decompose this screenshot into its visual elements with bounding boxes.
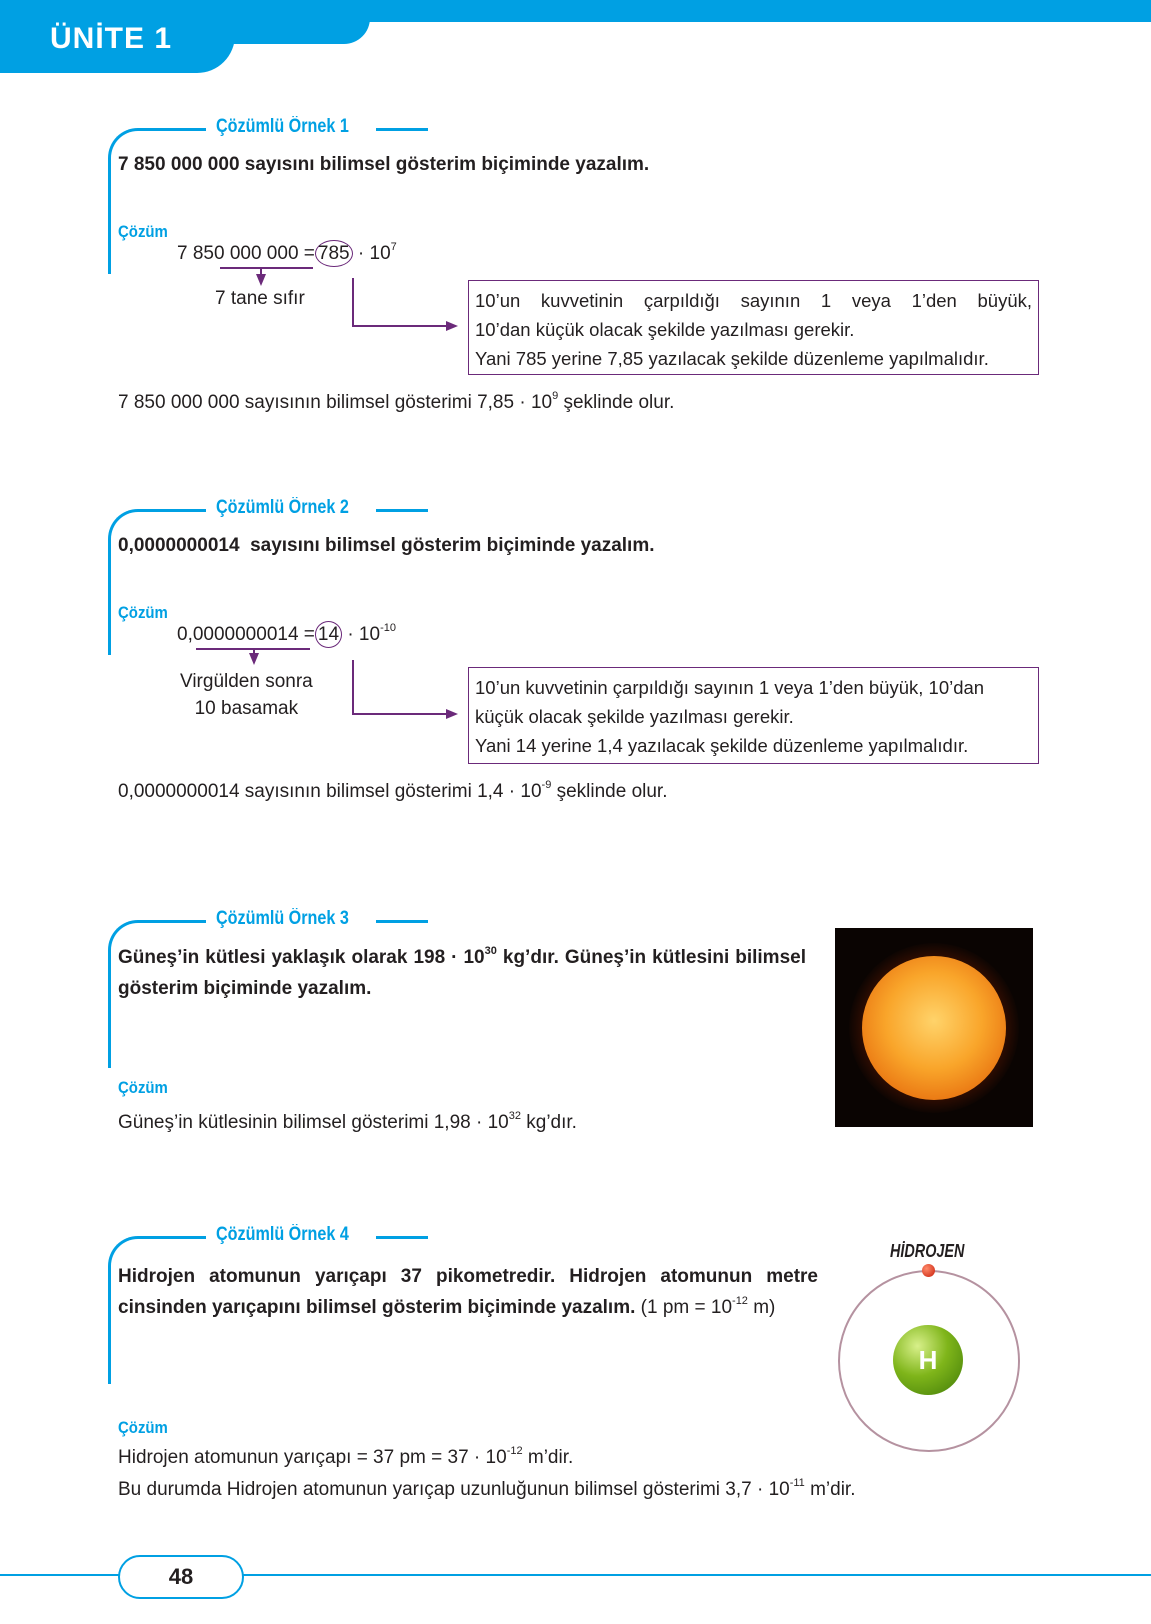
result: Güneş’in kütlesinin bilimsel gösterimi $1,98 \cdot 10^{32}$ kg’dır. [118, 1110, 577, 1133]
explanation-box: 10’un kuvvetinin çarpıldığı sayının 1 veya 1’den büyük, 10’dan küçük olacak şekilde yazılması gerekir. Yani 785 yerine 7,85 yazılacak şekilde düzenleme yapılmalıdır. [468, 280, 1039, 375]
solution-label: Çözüm [118, 1078, 168, 1097]
title-line [376, 920, 428, 923]
underline-bracket [220, 267, 313, 269]
question: Güneş’in kütlesi yaklaşık olarak $198 \cdot 10^{30}$ kg’dır. Güneş’in kütlesini bilimsel gösterim biçiminde yazalım. [118, 945, 806, 999]
example-title: Çözümlü Örnek 3 [216, 908, 349, 929]
arrow-down-icon [256, 274, 266, 286]
solution-line: Bu durumda Hidrojen atomunun yarıçap uzunluğunun bilimsel gösterimi $3,7 \cdot 10^{-11}$ m’dir. [118, 1477, 856, 1500]
connector [352, 278, 354, 326]
example-title: Çözümlü Örnek 4 [216, 1224, 349, 1245]
connector [352, 660, 354, 714]
result: 7 850 000 000 sayısının bilimsel gösterimi $7,85 \cdot 10^9$ şeklinde olur. [118, 390, 675, 413]
explanation-box: 10’un kuvvetinin çarpıldığı sayının 1 veya 1’den büyük, 10’dan küçük olacak şekilde yazılması gerekir. Yani 14 yerine 1,4 yazılacak şekilde düzenleme yapılmalıdır. [468, 667, 1039, 764]
equation: 7 850 000 $000 = 785 \cdot 10^7$ [177, 243, 397, 265]
arrow-right-icon [446, 321, 458, 331]
solution-label: Çözüm [118, 1418, 168, 1437]
question: 0,0000000014 sayısını bilimsel gösterim biçiminde yazalım. [118, 535, 655, 556]
solution-label: Çözüm [118, 603, 168, 622]
annotation: 7 tane sıfır [215, 288, 305, 309]
question: Hidrojen atomunun yarıçapı 37 pikometredir. Hidrojen atomunun metre cinsinden yarıçapını bilimsel gösterim biçiminde yazalım. (1 pm = $10^{-12}$ m) [118, 1266, 818, 1318]
connector [352, 325, 452, 327]
example-title: Çözümlü Örnek 2 [216, 497, 349, 518]
sun-image [835, 928, 1033, 1127]
solution-label: Çözüm [118, 222, 168, 241]
circled-number: 14 [315, 621, 342, 648]
title-line [376, 1236, 428, 1239]
solution-line: Hidrojen atomunun yarıçapı = 37 pm = $37 \cdot 10^{-12}$ m’dir. [118, 1445, 574, 1468]
circled-number: 785 [315, 240, 353, 267]
electron-icon [922, 1264, 935, 1277]
nucleus: H [893, 1325, 963, 1395]
equation: $0,0000000014 = 14 \cdot 10^{-10}$ [177, 624, 396, 646]
atom-label: HİDROJEN [890, 1241, 965, 1261]
unit-title: ÜNİTE 1 [50, 22, 173, 55]
arrow-down-icon [249, 653, 259, 665]
annotation: Virgülden sonra 10 basamak [180, 671, 313, 719]
title-line [376, 509, 428, 512]
title-line [376, 128, 428, 131]
arrow-right-icon [446, 709, 458, 719]
question: 7 850 000 000 sayısını bilimsel gösterim biçiminde yazalım. [118, 154, 650, 175]
page-number: 48 [118, 1555, 244, 1599]
example-title: Çözümlü Örnek 1 [216, 116, 349, 137]
result: 0,0000000014 sayısının bilimsel gösterimi $1,4 \cdot 10^{-9}$ şeklinde olur. [118, 779, 668, 802]
connector [352, 713, 452, 715]
